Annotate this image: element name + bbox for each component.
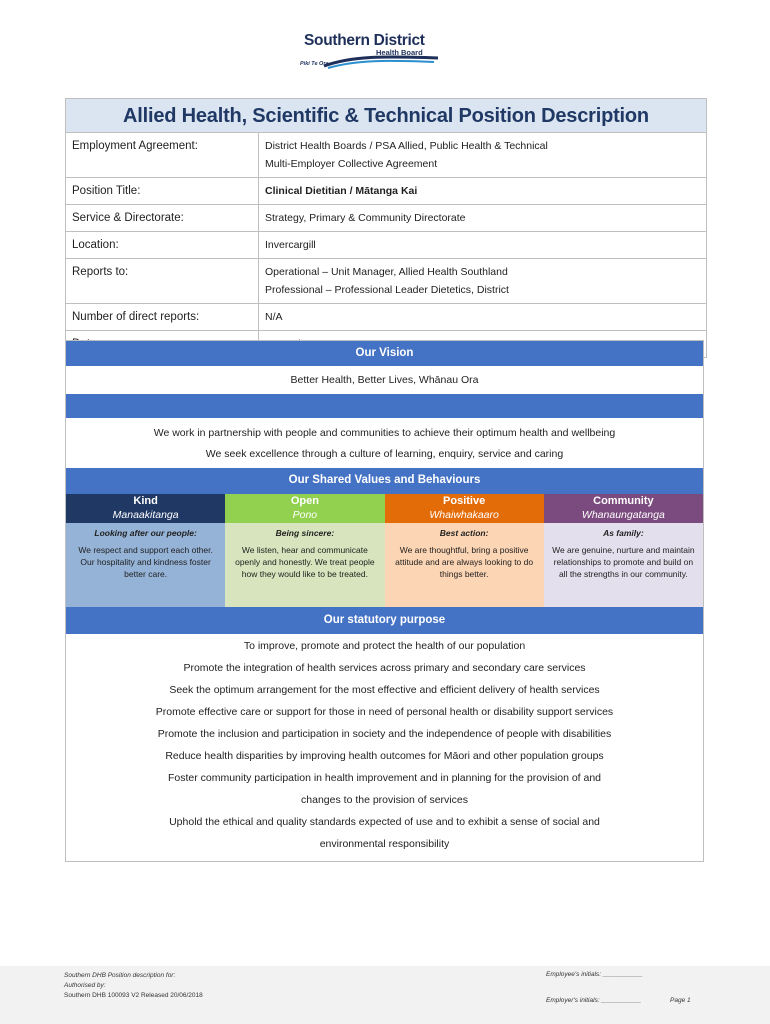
service-value: Strategy, Primary & Community Directorate xyxy=(265,212,466,224)
value-community-subtitle: As family: xyxy=(603,528,644,538)
value-open-name: Open xyxy=(290,495,319,507)
value-open-subtitle: Being sincere: xyxy=(275,528,335,538)
purpose-line: Seek the optimum arrangement for the most effective and efficient delivery of health services xyxy=(169,684,600,696)
footer-line-1: Southern DHB Position description for: xyxy=(64,972,176,979)
value-community-description: We are genuine, nurture and maintain relationships to promote and build on all the strengths in our community. xyxy=(552,545,695,579)
vision-statement-2: We seek excellence through a culture of learning, enquiry, service and caring xyxy=(205,448,564,460)
vision-spacer-band xyxy=(66,394,703,418)
position-details-table xyxy=(65,98,707,358)
purpose-list xyxy=(66,634,703,855)
purpose-line: To improve, promote and protect the health of our population xyxy=(243,640,526,652)
value-open-maori: Pono xyxy=(292,509,318,521)
footer-line-3: Southern DHB 100093 V2 Released 20/06/2018 xyxy=(64,992,203,999)
value-positive-maori: Whaiwhakaaro xyxy=(429,509,499,521)
value-community-name: Community xyxy=(593,495,654,507)
value-community xyxy=(544,494,703,607)
purpose-heading: Our statutory purpose xyxy=(66,607,703,634)
row-service xyxy=(66,205,706,232)
values-heading: Our Shared Values and Behaviours xyxy=(66,468,703,493)
value-community-header xyxy=(544,494,703,523)
purpose-line: environmental responsibility xyxy=(319,838,450,850)
purpose-line: Promote the inclusion and participation in society and the independence of people with disabilities xyxy=(157,728,612,740)
direct-reports-value: N/A xyxy=(265,311,283,323)
purpose-line: Reduce health disparities by improving health outcomes for Māori and other population groups xyxy=(165,750,604,762)
employment-agreement-line-1: District Health Boards / PSA Allied, Public Health & Technical xyxy=(265,140,548,152)
value-positive-name: Positive xyxy=(443,495,486,507)
value-open-header xyxy=(225,494,384,523)
footer-left xyxy=(64,971,203,1001)
employment-agreement-line-2: Multi-Employer Collective Agreement xyxy=(265,158,438,170)
value-positive-description: We are thoughtful, bring a positive attitude and are always looking to do things better. xyxy=(395,545,534,579)
purpose-line: Foster community participation in health improvement and in planning for the provision of and xyxy=(167,772,602,784)
employee-initials: Employee's initials: ___________ xyxy=(546,971,643,978)
value-kind-header xyxy=(66,494,225,523)
row-reports-to xyxy=(66,259,706,304)
value-kind-description: We respect and support each other. Our hospitality and kindness foster better care. xyxy=(78,545,213,579)
value-kind-name: Kind xyxy=(133,495,158,507)
logo-tagline: Piki Te Ora xyxy=(300,61,329,67)
purpose-line: Uphold the ethical and quality standards expected of use and to exhibit a sense of social and xyxy=(169,816,600,828)
value-community-maori: Whanaungatanga xyxy=(581,509,665,521)
employment-agreement-label: Employment Agreement: xyxy=(66,133,259,177)
position-title-value: Clinical Dietitian / Mātanga Kai xyxy=(265,185,418,197)
row-employment-agreement xyxy=(66,133,706,178)
row-position-title xyxy=(66,178,706,205)
vision-heading: Our Vision xyxy=(66,341,703,366)
value-open xyxy=(225,494,384,607)
position-title-label: Position Title: xyxy=(66,178,259,204)
employer-initials: Employer's initials: ___________ xyxy=(546,997,642,1004)
purpose-line: Promote effective care or support for those in need of personal health or disability support services xyxy=(155,706,614,718)
value-positive xyxy=(385,494,544,607)
reports-to-value xyxy=(259,259,706,303)
row-direct-reports xyxy=(66,304,706,331)
service-label: Service & Directorate: xyxy=(66,205,259,231)
reports-to-line-1: Operational – Unit Manager, Allied Health Southland xyxy=(265,266,508,278)
direct-reports-label: Number of direct reports: xyxy=(66,304,259,330)
purpose-line: changes to the provision of services xyxy=(301,794,468,806)
logo-line-2: Health Board xyxy=(376,48,423,57)
reports-to-label: Reports to: xyxy=(66,259,259,303)
value-positive-header xyxy=(385,494,544,523)
footer-line-2: Authorised by: xyxy=(64,982,106,989)
value-kind-subtitle: Looking after our people: xyxy=(94,528,197,538)
page-footer xyxy=(0,966,770,1024)
values-grid xyxy=(66,493,703,607)
vision-values-box xyxy=(65,340,704,862)
value-kind-maori: Manaakitanga xyxy=(112,509,179,521)
logo-wave-icon xyxy=(322,54,440,70)
value-kind xyxy=(66,494,225,607)
vision-statement-1: We work in partnership with people and communities to achieve their optimum health and wellbeing xyxy=(153,427,616,439)
value-positive-subtitle: Best action: xyxy=(439,528,489,538)
value-open-description: We listen, hear and communicate openly and honestly. We treat people how they would like to be treated. xyxy=(235,545,375,579)
row-location xyxy=(66,232,706,259)
location-label: Location: xyxy=(66,232,259,258)
sdhb-logo xyxy=(294,30,444,74)
purpose-line: Promote the integration of health services across primary and secondary care services xyxy=(183,662,586,674)
employment-agreement-value xyxy=(259,133,706,177)
logo-line-1: Southern District xyxy=(304,32,425,49)
vision-text: Better Health, Better Lives, Whānau Ora xyxy=(290,374,479,386)
page-number: Page 1 xyxy=(670,997,691,1004)
location-value: Invercargill xyxy=(265,239,316,251)
reports-to-line-2: Professional – Professional Leader Dietetics, District xyxy=(265,284,509,296)
document-title: Allied Health, Scientific & Technical Position Description xyxy=(66,99,706,133)
